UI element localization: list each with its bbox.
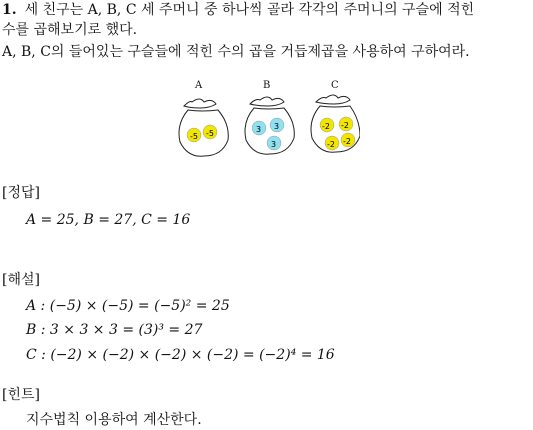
explanation-heading: [해설] <box>2 272 40 288</box>
explanation-line-a: A : (−5) × (−5) = (−5)² = 25 <box>26 298 230 314</box>
explanation-line-b: B : 3 × 3 × 3 = (3)³ = 27 <box>26 322 203 338</box>
bag-a-marble-1-label: -5 <box>190 132 198 141</box>
bags-drawing <box>170 80 360 162</box>
bag-b-marble-2-label: 3 <box>274 122 280 131</box>
hint-text: 지수법칙 이용하여 계산한다. <box>26 412 202 428</box>
bag-b-marble-3-label: 3 <box>271 140 277 149</box>
bag-b-marble-1-label: 3 <box>256 125 262 134</box>
bag-c-marble-4-label: -2 <box>343 137 351 146</box>
bag-a <box>179 99 228 156</box>
bag-label-a: A <box>195 80 203 91</box>
hint-heading: [힌트] <box>2 387 40 403</box>
problem-number: 1. <box>2 2 17 18</box>
answer-text: A = 25, B = 27, C = 16 <box>26 212 191 228</box>
problem-line-2: 수를 곱해보기로 했다. <box>2 22 138 38</box>
bag-label-b: B <box>263 80 271 91</box>
bag-c-marble-3-label: -2 <box>327 140 335 149</box>
explanation-line-c: C : (−2) × (−2) × (−2) × (−2) = (−2)⁴ = 16 <box>26 347 335 363</box>
bag-label-c: C <box>331 80 339 91</box>
bag-c-marble-1-label: -2 <box>322 122 330 131</box>
bag-c-marble-2-label: -2 <box>341 121 349 130</box>
answer-heading: [정답] <box>2 185 40 201</box>
marble-bags-figure <box>170 80 360 162</box>
problem-line-3: A, B, C의 들어있는 구슬들에 적힌 수의 곱을 거듭제곱을 사용하여 구하여라. <box>2 44 470 60</box>
problem-text-1: 세 친구는 A, B, C 세 주머니 중 하나씩 골라 각각의 주머니의 구슬에 적힌 <box>24 2 475 18</box>
problem-line-1 <box>2 0 474 20</box>
bag-a-marble-2-label: -5 <box>206 129 214 138</box>
